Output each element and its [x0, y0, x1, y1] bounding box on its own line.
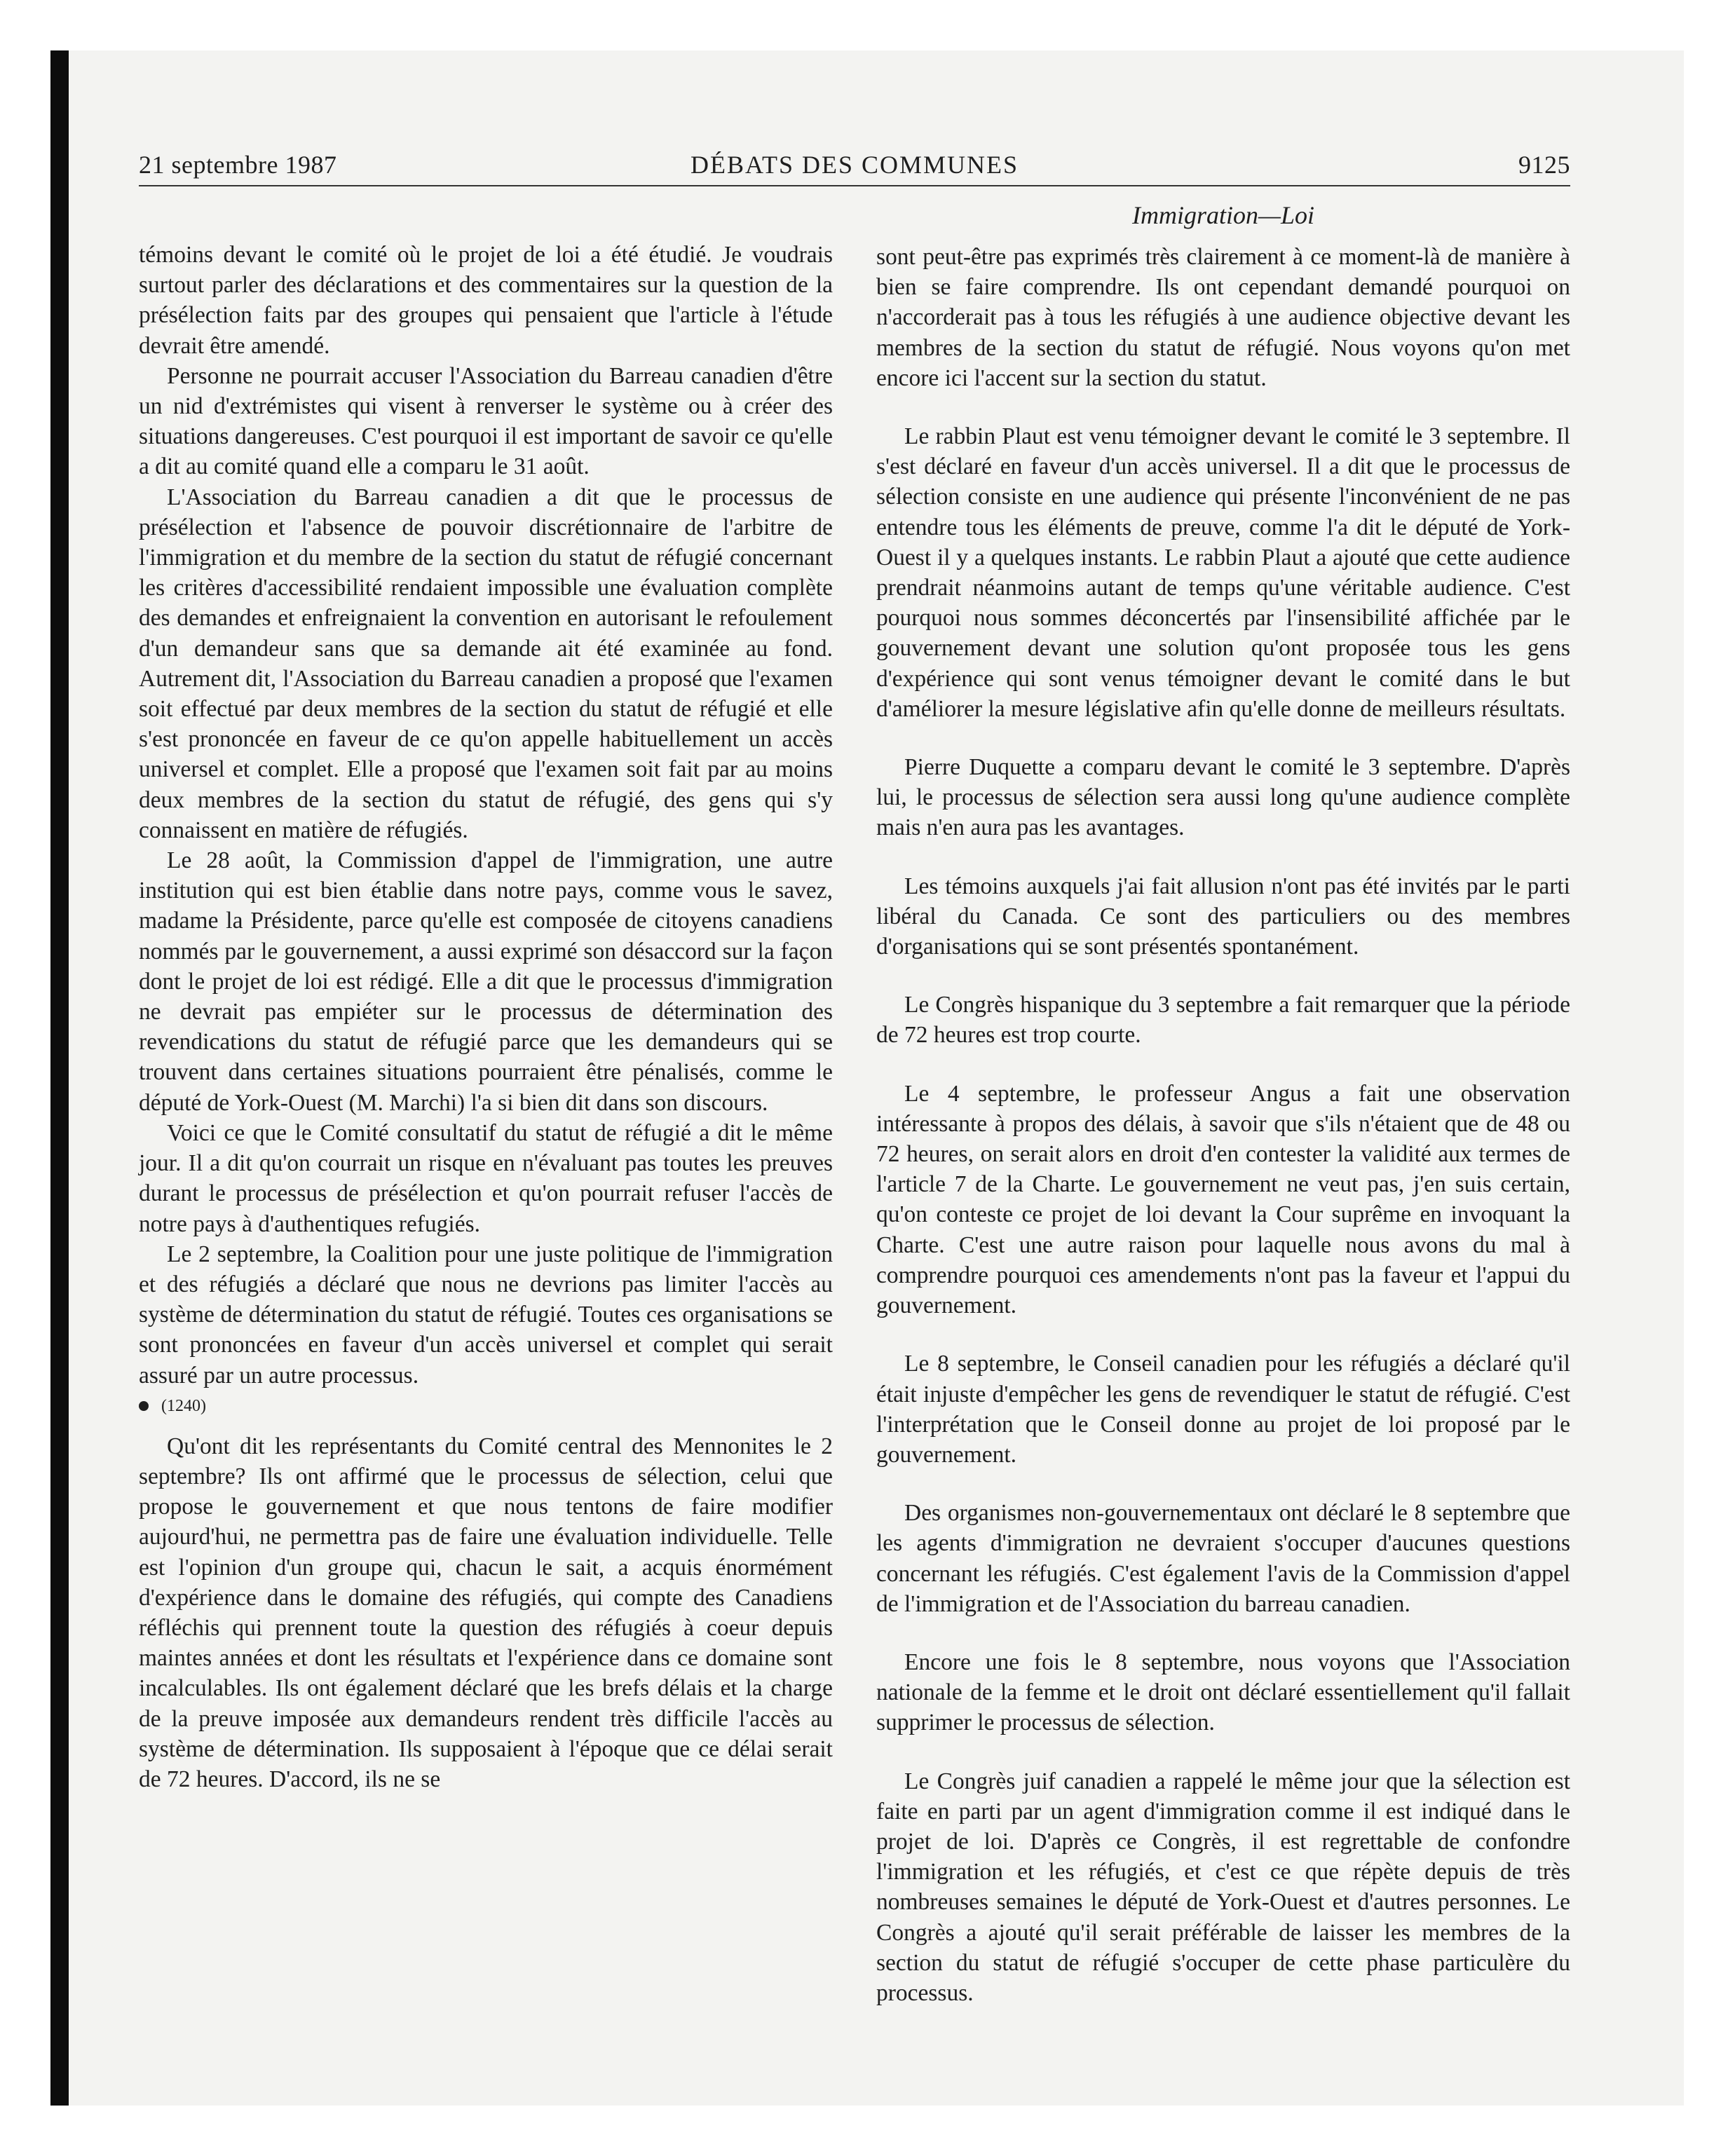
paragraph: Qu'ont dit les représentants du Comité central des Mennonites le 2 septembre? Ils ont affirmé que le processus de sélection, celui que propose le gouvernement et que nous tentons de faire modifier aujourd'hui, ne permettra pas de faire une évaluation individuelle. Telle est l'opinion d'un groupe qui, chacun le sait, a acquis énormément d'expérience dans le domaine des réfugiés, qui compte des Canadiens réfléchis qui prennent toute la question des réfugiés à coeur depuis maintes années et dont les résultats et l'expérience dans ce domaine sont incalculables. Ils ont également déclaré que les brefs délais et la charge de la preuve imposée aux demandeurs rendent très difficile l'accès au système de détermination. Ils supposaient à l'époque que ce délai serait de 72 heures. D'accord, ils ne se	[139, 1433, 833, 1792]
right-column	[876, 242, 1570, 2036]
paragraph: Le Congrès juif canadien a rappelé le même jour que la sélection est faite en parti par un agent d'immigration comme il est indiqué dans le projet de loi. D'après ce Congrès, il est regrettable de confondre l'immigration et les réfugiés, et c'est ce que répète depuis de très nombreuses semaines le député de York-Ouest et d'autres personnes. Le Congrès a ajouté qu'il serait préférable de laisser les membres de la section du statut de réfugié s'occuper de cette phase particulère du processus.	[876, 1768, 1570, 2006]
paragraph: Encore une fois le 8 septembre, nous voyons que l'Association nationale de la femme et le droit ont déclaré essentiellement qu'il fallait supprimer le processus de sélection.	[876, 1649, 1570, 1736]
paragraph: Voici ce que le Comité consultatif du statut de réfugié a dit le même jour. Il a dit qu'on courrait un risque en n'évaluant pas toutes les preuves durant le processus de présélection et qu'on pourrait refuser l'accès de notre pays à d'authentiques refugiés.	[139, 1119, 833, 1237]
running-header	[139, 146, 1570, 186]
paragraph: sont peut-être pas exprimés très clairement à ce moment-là de manière à bien se faire comprendre. Ils ont cependant demandé pourquoi on n'accorderait pas à tous les réfugiés à une audience objective devant les membres de la section du statut de réfugié. Nous voyons qu'on met encore ici l'accent sur la section du statut.	[876, 244, 1570, 391]
paragraph: Le rabbin Plaut est venu témoigner devant le comité le 3 septembre. Il s'est déclaré en faveur d'un accès universel. Il a dit que le processus de sélection consiste en une audience qui présente l'inconvénient de ne pas entendre tous les éléments de preuve, comme l'a dit le député de York-Ouest il y a quelques instants. Le rabbin Plaut a ajouté que cette audience prendrait néanmoins autant de temps qu'une véritable audience. C'est pourquoi nous sommes déconcertés par l'insensibilité affichée par le gouvernement devant une solution qu'ont proposée tous les gens d'expérience qui sont venus témoigner devant le comité dans le but d'améliorer la mesure législative afin qu'elle donne de meilleurs résultats.	[876, 423, 1570, 722]
left-column	[139, 240, 833, 1794]
paragraph: témoins devant le comité où le projet de loi a été étudié. Je voudrais surtout parler des déclarations et des commentaires sur la question de la présélection faits par des groupes qui pensaient que l'article à l'étude devrait être amendé.	[139, 242, 833, 359]
paragraph: Pierre Duquette a comparu devant le comité le 3 septembre. D'après lui, le processus de sélection sera aussi long qu'une audience complète mais n'en aura pas les avantages.	[876, 754, 1570, 841]
paragraph: Le 4 septembre, le professeur Angus a fait une observation intéressante à propos des délais, à savoir que s'ils n'étaient que de 48 ou 72 heures, on serait alors en droit d'en contester la validité aux termes de l'article 7 de la Charte. Le gouvernement ne veut pas, j'en suis certain, qu'on conteste ce projet de loi devant la Cour suprême en invoquant la Charte. C'est une autre raison pour laquelle nous avons du mal à comprendre pourquoi ces amendements n'ont pas la faveur et l'appui du gouvernement.	[876, 1080, 1570, 1319]
paragraph: Personne ne pourrait accuser l'Association du Barreau canadien d'être un nid d'extrémistes qui visent à renverser le système ou à créer des situations dangereuses. C'est pourquoi il est important de savoir ce qu'elle a dit au comité quand elle a comparu le 31 août.	[139, 362, 833, 480]
binding-edge	[50, 50, 69, 2106]
paragraph: Les témoins auxquels j'ai fait allusion n'ont pas été invités par le parti libéral du Canada. Ce sont des particuliers ou des membres d'organisations qui se sont présentés spontanément.	[876, 873, 1570, 960]
paragraph: Le 2 septembre, la Coalition pour une juste politique de l'immigration et des réfugiés a déclaré que nous ne devrions pas limiter l'accès au système de détermination du statut de réfugié. Toutes ces organisations se sont prononcées en faveur d'un accès universel et complet qui serait assuré par un autre processus.	[139, 1241, 833, 1389]
section-title: Immigration—Loi	[1131, 201, 1315, 229]
paragraph: Des organismes non-gouvernementaux ont déclaré le 8 septembre que les agents d'immigration ne devraient s'occuper d'aucunes questions concernant les réfugiés. C'est également l'avis de la Commission d'appel de l'immigration et de l'Association du barreau canadien.	[876, 1500, 1570, 1617]
time-marker	[139, 1395, 833, 1417]
header-title: DÉBATS DES COMMUNES	[690, 151, 1019, 179]
page-number: 9125	[1518, 151, 1570, 179]
paragraph: L'Association du Barreau canadien a dit que le processus de présélection et l'absence de pouvoir discrétionnaire de l'arbitre de l'immigration et du membre de la section du statut de réfugié concernant les critères d'accessibilité rendaient impossible une évaluation complète des demandes et enfreignaient la convention en autorisant le refoulement d'un demandeur sans que sa demande ait été examinée au fond. Autrement dit, l'Association du Barreau canadien a proposé que l'examen soit effectué par deux membres de la section du statut de réfugié et elle s'est prononcée en faveur de ce qu'on appelle habituellement un accès universel et complet. Elle a proposé que l'examen soit fait par au moins deux membres de la section du statut de réfugié, des gens qui s'y connaissent en matière de réfugiés.	[139, 484, 833, 843]
bullet-icon	[139, 1401, 149, 1411]
paragraph: Le 28 août, la Commission d'appel de l'immigration, une autre institution qui est bien établie dans notre pays, comme vous le savez, madame la Présidente, parce qu'elle est composée de citoyens canadiens nommés par le gouvernement, a aussi exprimé son désaccord sur la façon dont le projet de loi est rédigé. Elle a dit que le processus d'immigration ne devrait pas empiéter sur le processus de détermination des revendications du statut de réfugié parce que les demandeurs qui se trouvent dans certaines situations pourraient être pénalisés, comme le député de York-Ouest (M. Marchi) l'a si bien dit dans son discours.	[139, 847, 833, 1116]
paragraph: Le 8 septembre, le Conseil canadien pour les réfugiés a déclaré qu'il était injuste d'empêcher les gens de revendiquer le statut de réfugié. C'est l'interprétation que le Conseil donne au projet de loi proposé par le gouvernement.	[876, 1351, 1570, 1468]
header-date: 21 septembre 1987	[139, 151, 337, 179]
paragraph: Le Congrès hispanique du 3 septembre a fait remarquer que la période de 72 heures est trop courte.	[876, 992, 1570, 1049]
time-marker-label: (1240)	[161, 1396, 206, 1415]
